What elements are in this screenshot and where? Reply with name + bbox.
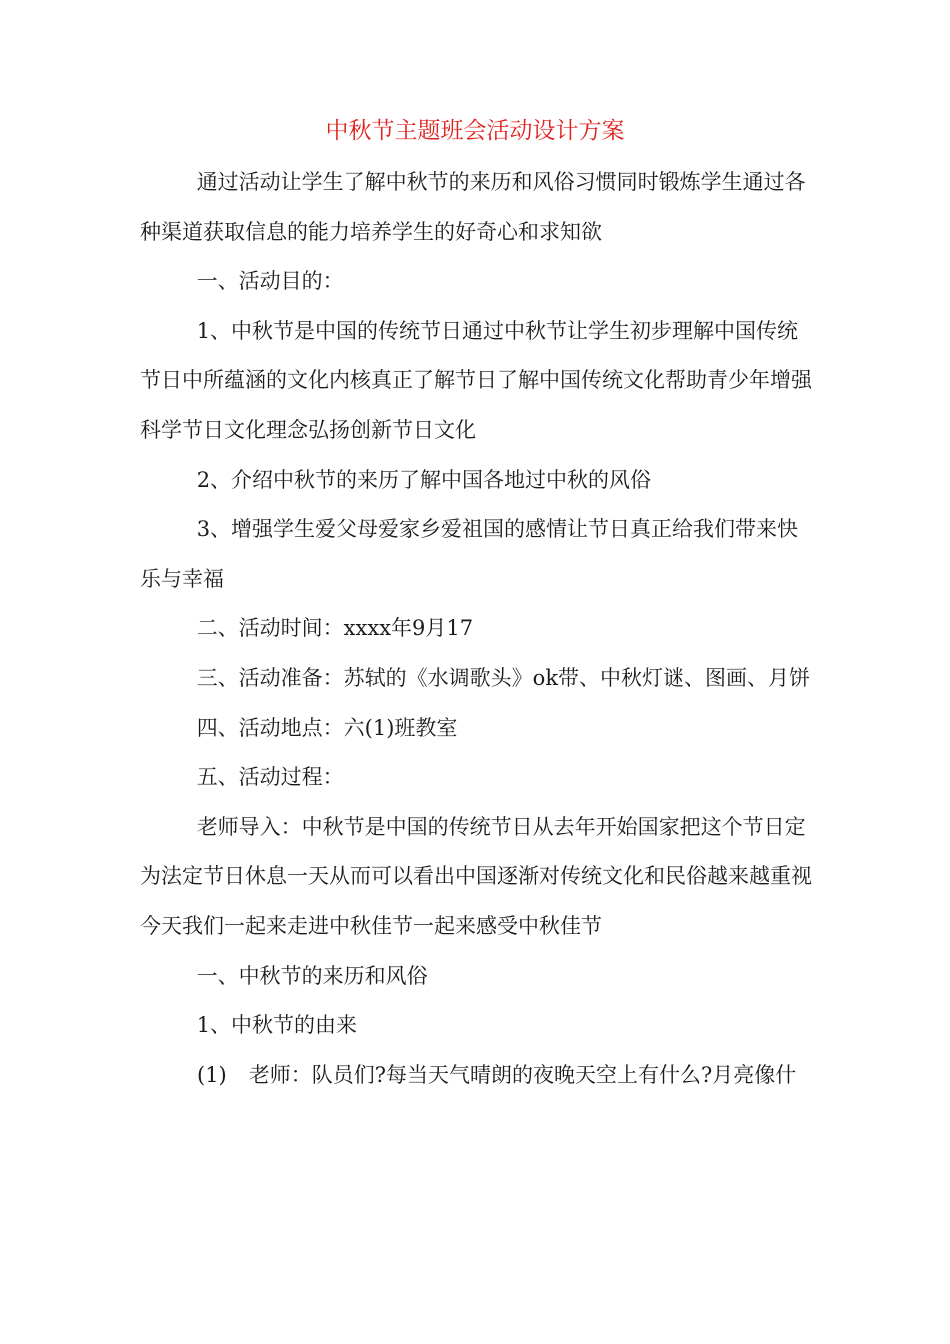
- paragraph-purpose-2: 2、介绍中秋节的来历了解中国各地过中秋的风俗: [196, 467, 652, 492]
- document-title: 中秋节主题班会活动设计方案: [325, 118, 625, 144]
- list-item-text: 老师：队员们?每当天气晴朗的夜晚天空上有什么?月亮像什: [248, 1062, 797, 1087]
- paragraph-purpose-3: 3、增强学生爱父母爱家乡爱祖国的感情让节日真正给我们带来快乐与幸福: [140, 517, 799, 591]
- paragraph-activity-time: 二、活动时间：xxxx年9月17: [196, 616, 474, 641]
- heading-origin: 1、中秋节的由来: [196, 1013, 358, 1038]
- heading-activity-purpose: 一、活动目的：: [196, 269, 344, 294]
- list-item-number: (1): [197, 1062, 227, 1087]
- paragraph-teacher-intro: 老师导入：中秋节是中国的传统节日从去年开始国家把这个节日定为法定节日休息一天从而可以看出中国逐渐对传统文化和民俗越来越重视今天我们一起来走进中秋佳节一起来感受中秋佳节: [140, 814, 812, 938]
- paragraph-purpose-1: 1、中秋节是中国的传统节日通过中秋节让学生初步理解中国传统节日中所蕴涵的文化内核真正了解节日了解中国传统文化帮助青少年增强科学节日文化理念弘扬创新节日文化: [140, 318, 812, 442]
- paragraph-activity-preparation: 三、活动准备：苏轼的《水调歌头》ok带、中秋灯谜、图画、月饼: [196, 665, 811, 690]
- paragraph-activity-location: 四、活动地点：六(1)班教室: [196, 715, 458, 740]
- heading-activity-process: 五、活动过程：: [196, 765, 344, 790]
- heading-origin-customs: 一、中秋节的来历和风俗: [196, 963, 428, 988]
- paragraph-intro: 通过活动让学生了解中秋节的来历和风俗习惯同时锻炼学生通过各种渠道获取信息的能力培养学生的好奇心和求知欲: [140, 170, 806, 244]
- document-body: [140, 158, 812, 1100]
- list-item-1: [140, 1051, 812, 1101]
